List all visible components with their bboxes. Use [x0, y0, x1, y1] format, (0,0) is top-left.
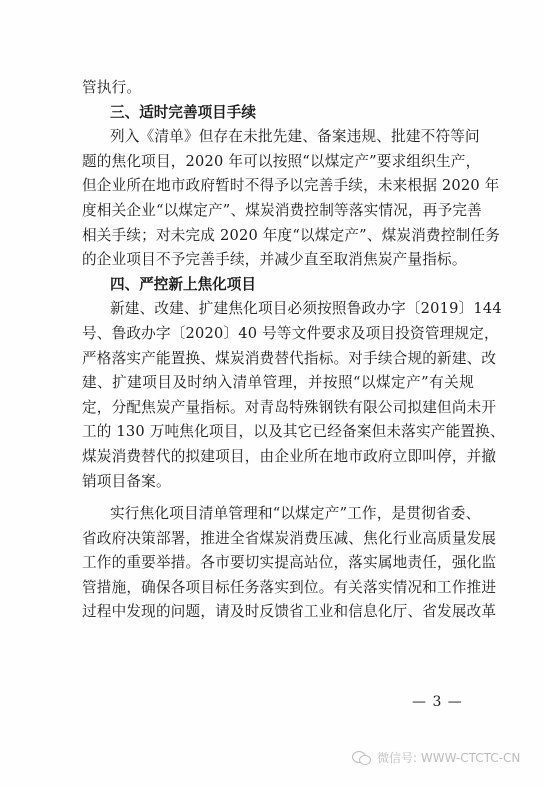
body-text-line: 定，分配焦炭产量指标。对青岛特殊钢铁有限公司拟建但尚未开: [82, 398, 497, 416]
body-text-line: 管执行。: [82, 79, 142, 96]
section-heading: 三、适时完善项目手续: [110, 103, 256, 121]
paragraph-gap: [82, 494, 474, 502]
body-text-line: 实行焦化项目清单管理和“以煤定产”工作，是贯彻省委、: [110, 505, 481, 523]
body-text-line: 相关手续；对未完成 2020 年度“以煤定产”、煤炭消费控制任务: [82, 226, 500, 244]
body-text-line: 号、鲁政办字〔2020〕40 号等文件要求及项目投资管理规定，: [82, 324, 499, 342]
document-body: [82, 76, 505, 625]
body-text-line: 过程中发现的问题，请及时反馈省工业和信息化厅、省发展改革: [82, 603, 497, 621]
body-text-line: 省政府决策部署，推进全省煤炭消费压减、焦化行业高质量发展: [82, 529, 497, 547]
body-text-line: 但企业所在地市政府暂时不得予以完善手续，未来根据 2020 年: [82, 177, 500, 195]
section-heading: 四、严控新上焦化项目: [110, 275, 256, 293]
body-text-line: 煤炭消费替代的拟建项目，由企业所在地市政府立即叫停，并撤: [82, 447, 497, 465]
body-text-line: 工的 130 万吨焦化项目，以及其它已经备案但未落实产能置换、: [82, 423, 505, 441]
body-text-line: 的企业项目不予完善手续，并减少直至取消焦炭产量指标。: [82, 251, 467, 269]
body-text-line: 度相关企业“以煤定产”、煤炭消费控制等落实情况，再予完善: [82, 201, 482, 219]
watermark-text: 微信号: WWW-CTCTC-CN: [377, 751, 521, 765]
body-text-line: 工作的重要举措。各市要切实提高站位，落实属地责任，强化监: [82, 554, 497, 572]
body-text-line: 题的焦化项目，2020 年可以按照“以煤定产”要求组织生产，: [82, 152, 481, 170]
body-text-line: 建、扩建项目及时纳入清单管理，并按照“以煤定产”有关规: [82, 374, 474, 392]
wechat-icon: [352, 750, 372, 766]
body-text-line: 销项目备案。: [82, 472, 171, 490]
body-text-line: 列入《清单》但存在未批先建、备案违规、批建不符等问: [110, 128, 480, 146]
body-text-line: 严格落实产能置换、煤炭消费替代指标。对手续合规的新建、改: [82, 349, 497, 367]
watermark: [352, 749, 520, 766]
page-number: — 3 —: [412, 694, 463, 710]
body-text-line: 管措施，确保各项目标任务落实到位。有关落实情况和工作推进: [82, 578, 497, 596]
body-text-line: 新建、改建、扩建焦化项目必须按照鲁政办字〔2019〕144: [110, 300, 502, 318]
